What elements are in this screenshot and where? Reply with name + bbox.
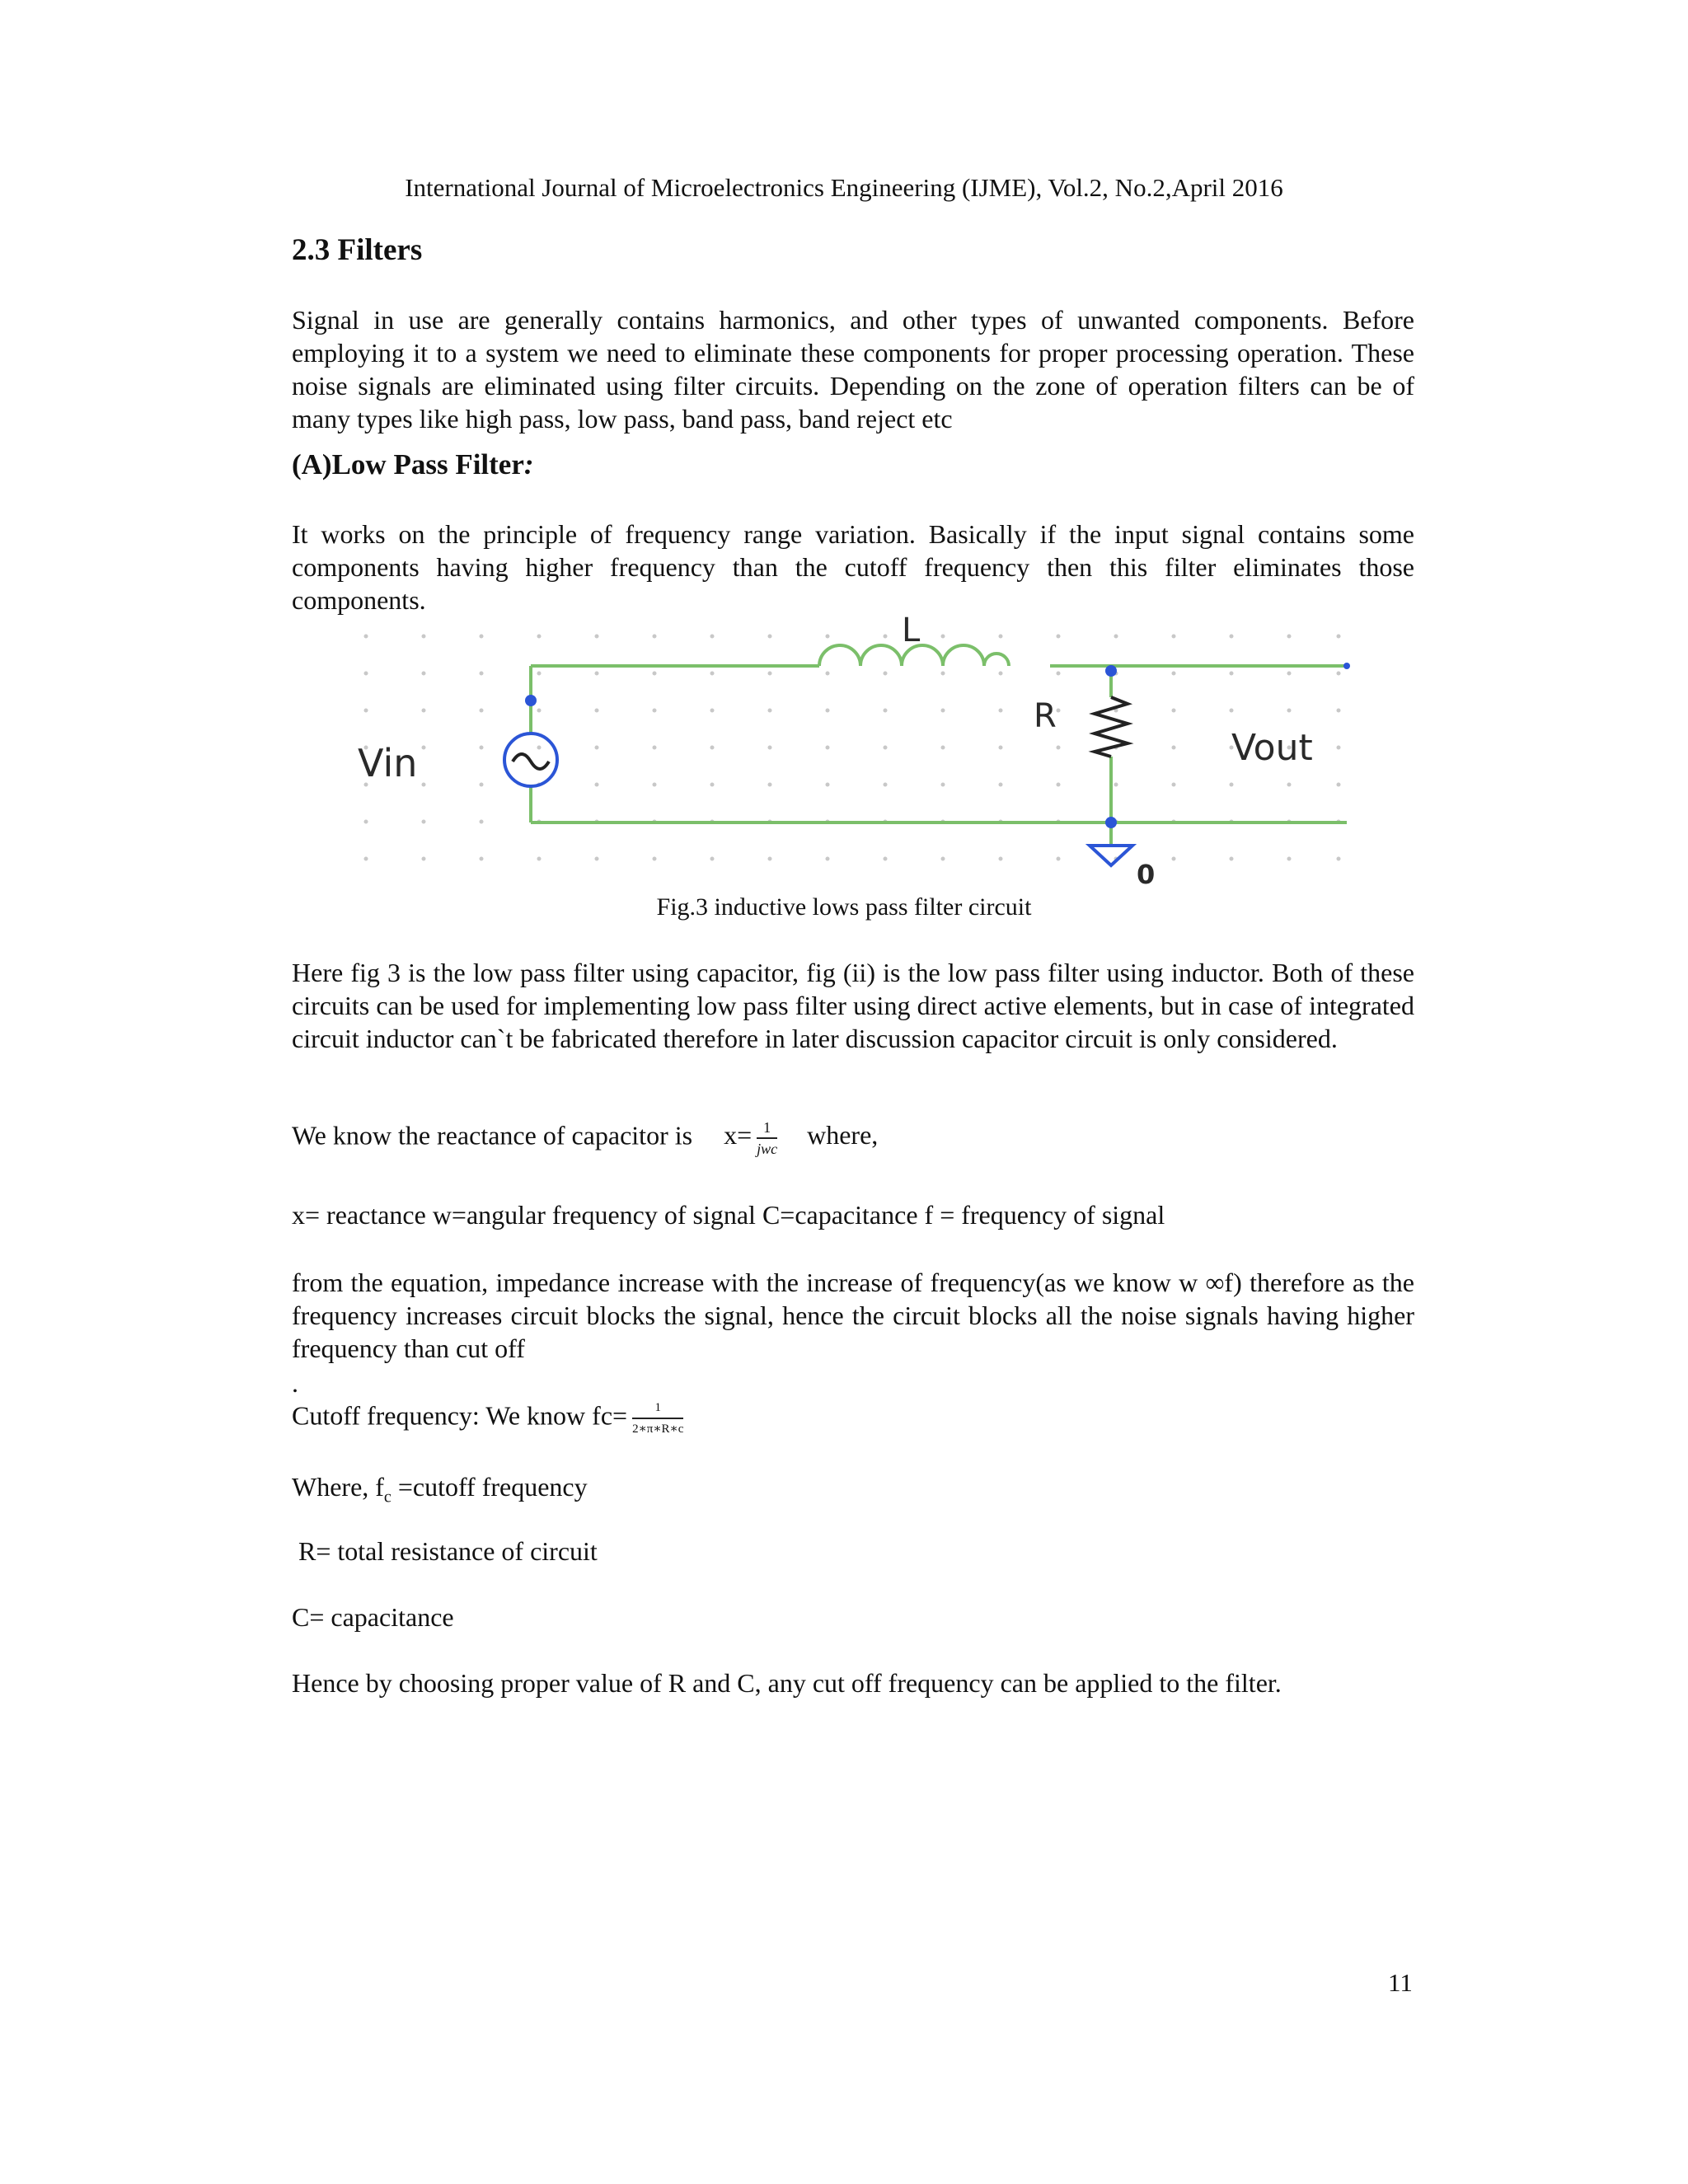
ground-label: 0 [1137, 859, 1156, 890]
cutoff-intro: Cutoff frequency: We know fc= [292, 1400, 628, 1431]
reactance-x: x= [724, 1120, 753, 1151]
subsection-title [292, 448, 534, 481]
vout-label: Vout [1231, 727, 1313, 769]
where-fc-definition: =cutoff frequency [391, 1472, 588, 1502]
reactance-where: where, [807, 1120, 879, 1151]
variable-definitions: x= reactance w=angular frequency of signal C=capacitance f = frequency of signal [292, 1200, 1165, 1230]
ac-source [504, 733, 557, 786]
fc-subscript: c [383, 1488, 392, 1507]
output-top-node [1343, 663, 1350, 669]
vin-label: Vin [358, 741, 418, 785]
page-number: 11 [1388, 1968, 1413, 1997]
low-pass-description: It works on the principle of frequency range variation. Basically if the input signal contains some components having higher frequency than the cutoff frequency then this filter eliminates those components. [292, 519, 1414, 615]
sine-wave-icon [513, 754, 549, 769]
reactance-intro: We know the reactance of capacitor is [292, 1120, 693, 1151]
circuit-wires [531, 666, 1347, 846]
stray-dot: . [292, 1368, 298, 1398]
source-top-node [525, 695, 537, 706]
resistor-label: R [1034, 697, 1057, 735]
intro-paragraph: Signal in use are generally contains harmonics, and other types of unwanted components. Before employing it to a system we need to eliminate these components for proper processing operation. These noise signals are eliminated using filter circuits. Depending on the zone of operation filters can be of many types like high pass, low pass, band pass, band reject etc [292, 305, 1414, 434]
section-title: 2.3 Filters [292, 233, 423, 267]
reactance-equation-line [292, 1119, 878, 1157]
junction-nodes [525, 663, 1350, 828]
resistor-bottom-node [1105, 817, 1117, 828]
subsection-title-text: (A)Low Pass Filter [292, 448, 524, 480]
cutoff-numerator: 1 [632, 1399, 683, 1419]
resistor-zigzag [1095, 697, 1128, 757]
subsection-title-colon: : [523, 448, 534, 480]
reactance-fraction [757, 1119, 777, 1157]
conclusion: Hence by choosing proper value of R and C, any cut off frequency can be applied to the filter. [292, 1668, 1282, 1698]
cutoff-denominator: 2∗π∗R∗c [632, 1422, 684, 1436]
paragraph-after-figure: Here fig 3 is the low pass filter using capacitor, fig (ii) is the low pass filter using inductor. Both of these circuits can be used for implementing low pass filter using direct active elements, but in case of integrated circuit inductor can`t be fabricated therefore in later discussion capacitor circuit is only considered. [292, 958, 1414, 1053]
where-label: Where, f [292, 1472, 384, 1502]
frequency-paragraph: from the equation, impedance increase with the increase of frequency(as we know w ∞f) therefore as the frequency increases circuit blocks the signal, hence the circuit blocks all the noise signals having higher frequency than cut off [292, 1268, 1414, 1363]
cutoff-equation-line [292, 1399, 688, 1437]
grid-dots [364, 635, 1341, 861]
reactance-denominator: jwc [757, 1141, 778, 1157]
where-fc-line [292, 1472, 588, 1507]
figure-caption: Fig.3 inductive lows pass filter circuit [656, 893, 1032, 921]
inductor-label: L [902, 612, 921, 649]
reactance-numerator: 1 [757, 1119, 777, 1139]
r-definition: R= total resistance of circuit [298, 1536, 598, 1566]
cutoff-fraction [632, 1399, 683, 1437]
resistor-top-node [1105, 665, 1117, 677]
ground-icon [1090, 846, 1132, 865]
c-definition: C= capacitance [292, 1602, 454, 1632]
lc-low-pass-circuit-figure [349, 612, 1355, 892]
journal-header: International Journal of Microelectronics Engineering (IJME), Vol.2, No.2,April 2016 [405, 173, 1283, 202]
